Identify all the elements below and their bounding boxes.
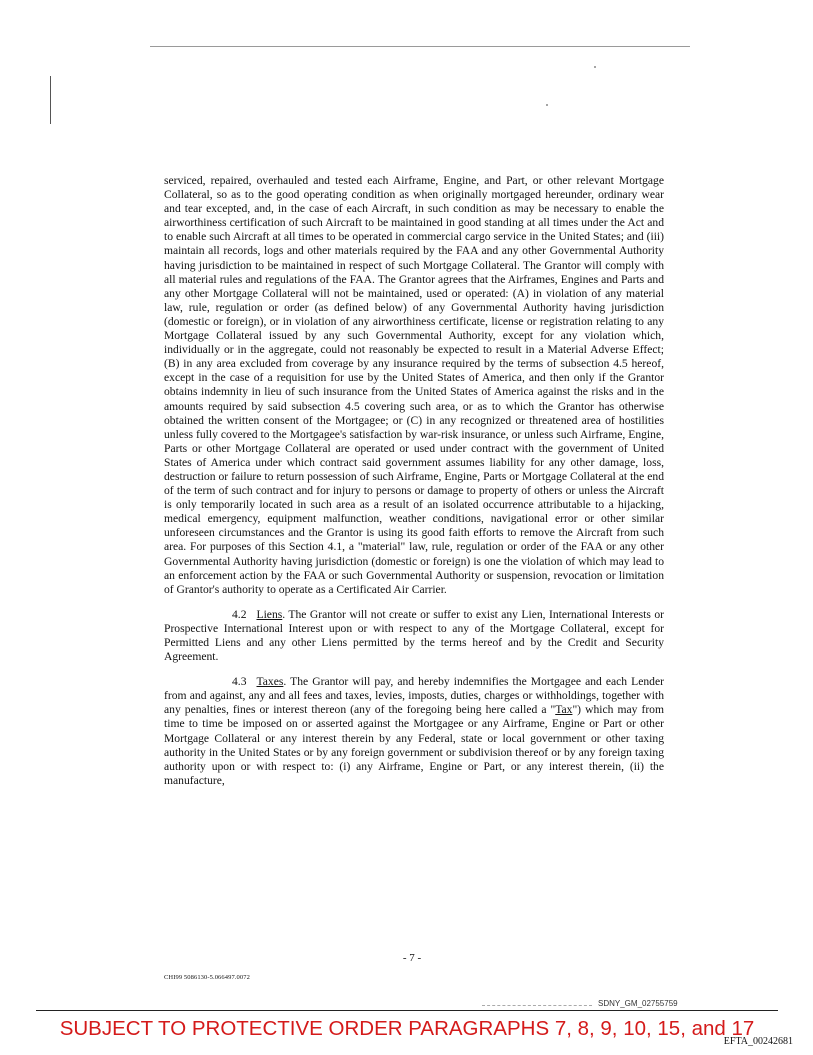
section-text: . The Grantor will pay, and hereby indemnifies the Mortgagee and each Lender from and against, any and all fees and taxes, levies, imposts, duties, charges or withholdings, together with any penalties, fines or interest thereon (any of the foregoing being here called a " xyxy=(164,675,664,717)
section-heading-taxes: Taxes xyxy=(256,675,284,689)
section-number: 4.2 xyxy=(232,607,247,621)
scan-speck xyxy=(594,66,596,68)
paragraph-4-2 xyxy=(164,608,664,664)
top-scan-rule xyxy=(150,46,690,47)
bates-number: SDNY_GM_02755759 xyxy=(598,999,678,1008)
section-text: ") which may from time to time be imposed on or asserted against the Mortgagee or any Airframe, Engine or Part or other Mortgage Collateral or any interest therein by any Federal, state or local government or other taxing authority in the United States or by any foreign government or subdivision thereof or by any foreign taxing authority upon or with respect to: (i) any Airframe, Engine or Part, or any interest therein, (ii) the manufacture, xyxy=(164,703,664,787)
faint-scan-rule xyxy=(482,1005,592,1006)
section-text: . The Grantor will not create or suffer to exist any Lien, International Interests or Prospective International Interest upon or with respect to any of the Mortgage Collateral, except for Permitted Liens and any other Liens permitted by the terms hereof and by the Credit and Security Agreement. xyxy=(164,607,664,664)
section-heading-liens: Liens xyxy=(256,607,283,621)
footer-rule xyxy=(36,1010,778,1011)
defined-term-tax: Tax xyxy=(555,703,573,717)
scan-speck xyxy=(546,104,548,106)
protective-order-notice: SUBJECT TO PROTECTIVE ORDER PARAGRAPHS 7, 8, 9, 10, 15, and 17 xyxy=(59,1017,755,1040)
paragraph-4-3 xyxy=(164,675,664,788)
page-number: - 7 - xyxy=(402,952,422,964)
paragraph-4-1-continued: serviced, repaired, overhauled and tested each Airframe, Engine, and Part, or other relevant Mortgage Collateral, so as to the good operating condition as when originally mortgaged hereunder, ordinary wear and tear excepted, and, in the case of each Aircraft, in such condition as may be necessary to enable the airworthiness certification of such Aircraft to be maintained in good standing at all times under the Act and to enable such Aircraft at all times to be operated in commercial cargo service in the United States; and (iii) maintain all records, logs and other materials required by the FAA and any other Governmental Authority having jurisdiction to be maintained in respect of such Mortgage Collateral. The Grantor will comply with all material rules and regulations of the FAA. The Grantor agrees that the Airframes, Engines and Parts and any other Mortgage Collateral will not be maintained, used or operated: (A) in violation of any material law, rule, regulation or order (as defined below) of any Governmental Authority having jurisdiction (domestic or foreign), or in violation of any airworthiness certificate, license or registration relating to any Mortgage Collateral issued by any such Governmental Authority, except for any violation which, individually or in the aggregate, could not reasonably be expected to result in a Material Adverse Effect; (B) in any area excluded from coverage by any insurance required by the terms of subsection 4.5 hereof, except in the case of a requisition for use by the United States of America, and then only if the Grantor obtains indemnity in lieu of such insurance from the United States of America against the risks and in the amounts required by said subsection 4.5 covering such area, or as to which the Grantor has otherwise obtained the written consent of the Mortgagee; or (C) in any recognized or threatened area of hostilities unless fully covered to the Mortgagee's satisfaction by war-risk insurance, or unless such Airframe, Engine, Parts or other Mortgage Collateral are operated or used under contract with the government of United States of America under which contract said government assumes liability for any other damage, loss, destruction or failure to return possession of such Airframe, Engine, Parts or Mortgage Collateral at the end of the term of such contract and for injury to persons or damage to property of others or unless the Aircraft is only temporarily located in such area as a result of an isolated occurrence attributable to a hijacking, medical emergency, equipment malfunction, weather conditions, navigational error or other similar unforeseen circumstances and the Grantor is using its good faith efforts to remove the Aircraft from such area. For purposes of this Section 4.1, a "material" law, rule, regulation or order of the FAA or any other Governmental Authority having jurisdiction (domestic or foreign) is one the violation of which may lead to an enforcement action by the FAA or such Governmental Authority or suspension, revocation or limitation of Grantor's authority to operate as a Certificated Air Carrier. xyxy=(164,174,664,596)
section-number: 4.3 xyxy=(232,675,247,689)
left-margin-mark xyxy=(50,76,51,124)
document-id: CHI99 5086130-5.066497.0072 xyxy=(164,974,250,981)
efta-number: EFTA_00242681 xyxy=(723,1036,793,1047)
document-body xyxy=(164,174,664,799)
